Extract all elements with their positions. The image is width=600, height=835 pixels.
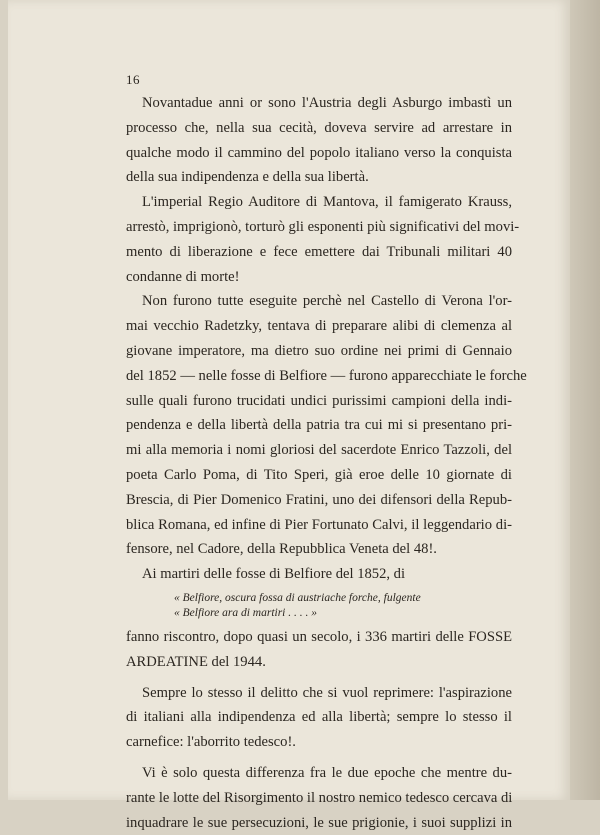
poem-quote [174, 591, 512, 621]
text-line: qualche modo il cammino del popolo italiano verso la conquista [126, 144, 512, 161]
text-line: rante le lotte del Risorgimento il nostro nemico tedesco cercava di [126, 789, 513, 806]
text-line: fanno riscontro, dopo quasi un secolo, i 336 martiri delle FOSSE [126, 628, 512, 645]
text-line: della sua indipendenza e della sua libertà. [126, 169, 369, 186]
text-line: mento di liberazione e fece emettere dai Tribunali militari 40 [126, 243, 512, 260]
text-line: Novantadue anni or sono l'Austria degli Asburgo imbastì un [142, 95, 512, 111]
text-line: Brescia, di Pier Domenico Fratini, uno dei difensori della Repub- [126, 491, 512, 508]
text-line: di italiani alla indipendenza ed alla libertà; sempre lo stesso il [126, 709, 512, 726]
text-line: mi alla memoria i nomi gloriosi del sacerdote Enrico Tazzoli, del [126, 442, 512, 459]
text-line: Ai martiri delle fosse di Belfiore del 1852, di [142, 566, 406, 583]
book-page [8, 0, 570, 831]
text-line: fensore, nel Cadore, della Repubblica Veneta del 48!. [126, 541, 437, 558]
text-line: Non furono tutte eseguite perchè nel Castello di Verona l'or- [142, 293, 512, 310]
quote-line: « Belfiore ara di martiri . . . . » [174, 606, 318, 619]
text-line: poeta Carlo Poma, di Tito Speri, già eroe delle 10 giornate di [126, 466, 512, 483]
next-page-edge [570, 0, 600, 800]
text-line: processo che, nella sua cecità, doveva servire ad arrestare in [126, 119, 512, 136]
text-line: Sempre lo stesso il delitto che si vuol reprimere: l'aspirazione [142, 684, 512, 701]
text-line: carnefice: l'aborrito tedesco!. [126, 734, 296, 751]
text-line: sulle quali furono trucidati undici purissimi campioni della indi- [126, 392, 512, 409]
text-line: del 1852 — nelle fosse di Belfiore — furono apparecchiate le forche [126, 367, 527, 384]
text-line: ARDEATINE del 1944. [126, 653, 266, 670]
page-number: 16 [126, 72, 140, 87]
text-line: Vi è solo questa differenza fra le due epoche che mentre du- [142, 764, 512, 781]
body-text [126, 91, 527, 835]
text-line: L'imperial Regio Auditore di Mantova, il famigerato Krauss, [142, 194, 512, 211]
text-line: mai vecchio Radetzky, tentava di preparare alibi di clemenza al [126, 318, 512, 335]
text-line: blica Romana, ed infine di Pier Fortunato Calvi, il leggendario di- [126, 516, 512, 533]
text-line: inquadrare le sue persecuzioni, le sue prigionie, i suoi supplizi in [126, 814, 512, 831]
text-line: pendenza e della libertà della patria tra cui mi si presentano pri- [126, 417, 512, 434]
text-line: arrestò, imprigionò, torturò gli esponenti più significativi del movi- [126, 218, 520, 235]
text-line: condanne di morte! [126, 268, 240, 285]
text-line: giovane imperatore, ma dietro suo ordine nei primi di Gennaio [126, 342, 512, 359]
quote-line: « Belfiore, oscura fossa di austriache forche, fulgente [174, 591, 421, 604]
